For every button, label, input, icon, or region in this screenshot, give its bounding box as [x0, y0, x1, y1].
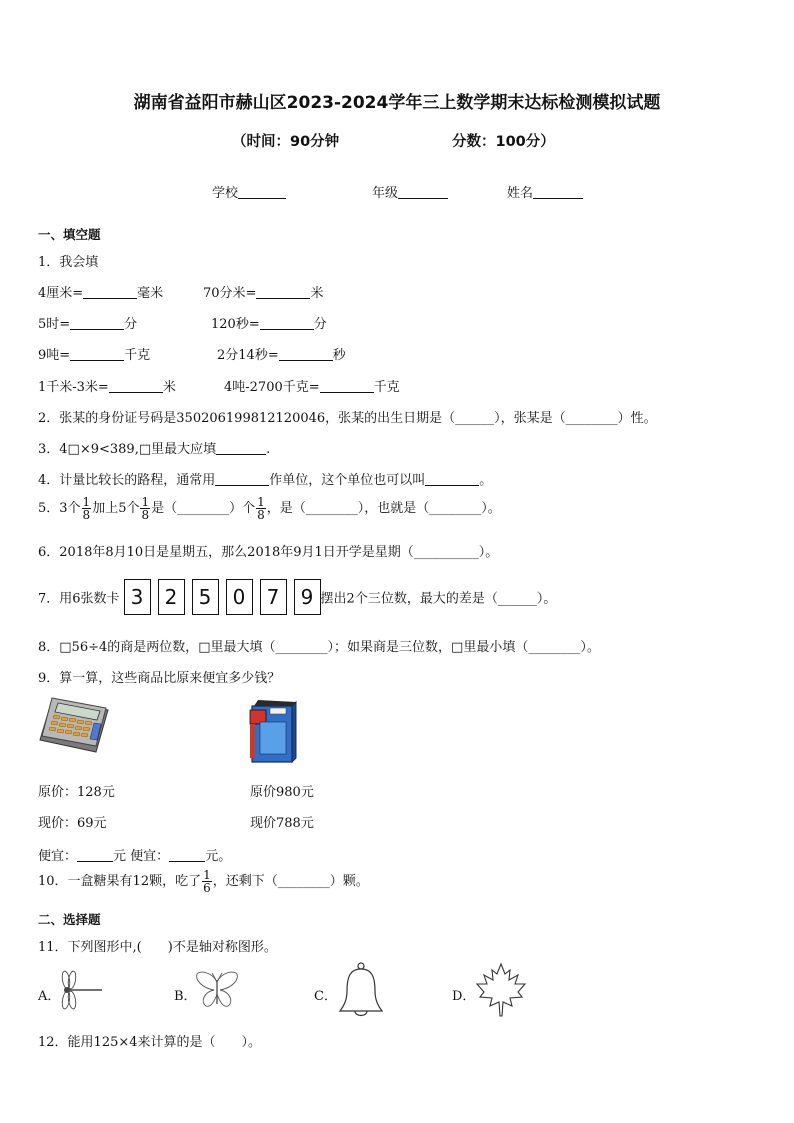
- bell-icon: [337, 961, 385, 1019]
- butterfly-icon: [194, 970, 240, 1010]
- number-card: 9: [294, 579, 321, 615]
- school-blank[interactable]: [238, 184, 286, 199]
- question-10: 10．一盒糖果有12颗，吃了 $\frac{1}{6}$ ，还剩下（________）颗。: [38, 868, 369, 895]
- question-4: 4．计量比较长的路程，通常用 作单位，这个单位也可以叫 。: [38, 473, 493, 488]
- q9-savings: 便宜： 元 便宜： 元。: [38, 849, 232, 864]
- number-cards: [124, 579, 321, 615]
- school-field[interactable]: 学校: [212, 182, 286, 201]
- answer-blank[interactable]: [77, 847, 113, 862]
- answer-blank[interactable]: [320, 378, 374, 393]
- q1-item: 1千米-3米= 米: [38, 380, 176, 395]
- fraction-one-eighth: $\frac{1}{8}$: [257, 495, 265, 522]
- option-b-label[interactable]: B．: [174, 989, 197, 1004]
- q1-item: 70分米= 米: [203, 286, 324, 301]
- fraction-one-sixth: $\frac{1}{6}$: [203, 868, 211, 895]
- number-card: 3: [124, 579, 151, 615]
- fraction-one-eighth: $\frac{1}{8}$: [141, 495, 150, 522]
- option-c-label[interactable]: C．: [314, 989, 337, 1004]
- section-fill-blanks: 一、填空题: [38, 227, 101, 242]
- answer-blank[interactable]: [70, 315, 124, 330]
- exam-time: （时间：90分钟: [232, 134, 340, 150]
- q9-current-price-1: 现价：69元: [38, 816, 107, 831]
- answer-blank[interactable]: [83, 284, 137, 299]
- question-7: 7．用6张数卡 3 2 5 0 7 9 摆出2个三位数，最大的差是（______）。: [38, 579, 556, 615]
- q1-title: 1．我会填: [38, 255, 99, 270]
- question-12: 12．能用125×4来计算的是（ ）。: [38, 1035, 262, 1050]
- number-card: 2: [158, 579, 185, 615]
- answer-blank[interactable]: [425, 471, 479, 486]
- question-11-title: 11．下列图形中,( )不是轴对称图形。: [38, 940, 277, 955]
- question-9-title: 9．算一算，这些商品比原来便宜多少钱？: [38, 671, 281, 686]
- grade-blank[interactable]: [398, 184, 448, 199]
- answer-blank[interactable]: [215, 471, 269, 486]
- q1-item: 4厘米= 毫米: [38, 286, 164, 301]
- number-card: 0: [226, 579, 253, 615]
- answer-blank[interactable]: [169, 847, 205, 862]
- question-6: 6．2018年8月10日是星期五，那么2018年9月1日开学是星期（__________）。: [38, 545, 499, 560]
- answer-blank[interactable]: [109, 378, 163, 393]
- q1-item: 4吨-2700千克= 千克: [224, 380, 400, 395]
- option-d-label[interactable]: D．: [452, 989, 476, 1004]
- answer-blank[interactable]: [70, 346, 124, 361]
- answer-blank[interactable]: [279, 346, 333, 361]
- question-3: 3．4□×9<389,□里最大应填 .: [38, 442, 271, 457]
- question-5: 5．3个 $\frac{1}{8}$ 加上5个 $\frac{1}{8}$ 是（________）个 $\frac{1}{8}$ ，是（________），也就是（________）。: [38, 495, 501, 522]
- question-2: 2．张某的身份证号码是350206199812120046，张某的出生日期是（______），张某是（________）性。: [38, 411, 657, 426]
- section-multiple-choice: 二、选择题: [38, 912, 101, 927]
- question-8: 8．□56÷4的商是两位数，□里最大填（________）；如果商是三位数，□里最小填（________）。: [38, 640, 600, 655]
- answer-blank[interactable]: [216, 440, 266, 455]
- book-icon: [246, 698, 298, 764]
- answer-blank[interactable]: [256, 284, 310, 299]
- maple-leaf-icon: [474, 962, 528, 1018]
- answer-blank[interactable]: [260, 315, 314, 330]
- dragonfly-icon: [56, 970, 104, 1010]
- page-title: 湖南省益阳市赫山区2023-2024学年三上数学期末达标检测模拟试题: [133, 93, 661, 113]
- name-field[interactable]: 姓名: [507, 182, 583, 201]
- q9-current-price-2: 现价788元: [250, 816, 314, 831]
- calculator-icon: [38, 696, 110, 754]
- exam-score: 分数：100分）: [452, 134, 555, 150]
- q1-item: 2分14秒= 秒: [217, 348, 346, 363]
- q1-item: 120秒= 分: [211, 317, 327, 332]
- number-card: 7: [260, 579, 287, 615]
- q9-original-price-1: 原价：128元: [38, 785, 115, 800]
- q1-item: 5时= 分: [38, 317, 138, 332]
- option-a-label[interactable]: A．: [38, 989, 61, 1004]
- q1-item: 9吨= 千克: [38, 348, 151, 363]
- q9-original-price-2: 原价980元: [250, 785, 314, 800]
- number-card: 5: [192, 579, 219, 615]
- fraction-one-eighth: $\frac{1}{8}$: [82, 495, 91, 522]
- grade-field[interactable]: 年级: [372, 182, 448, 201]
- name-blank[interactable]: [533, 184, 583, 199]
